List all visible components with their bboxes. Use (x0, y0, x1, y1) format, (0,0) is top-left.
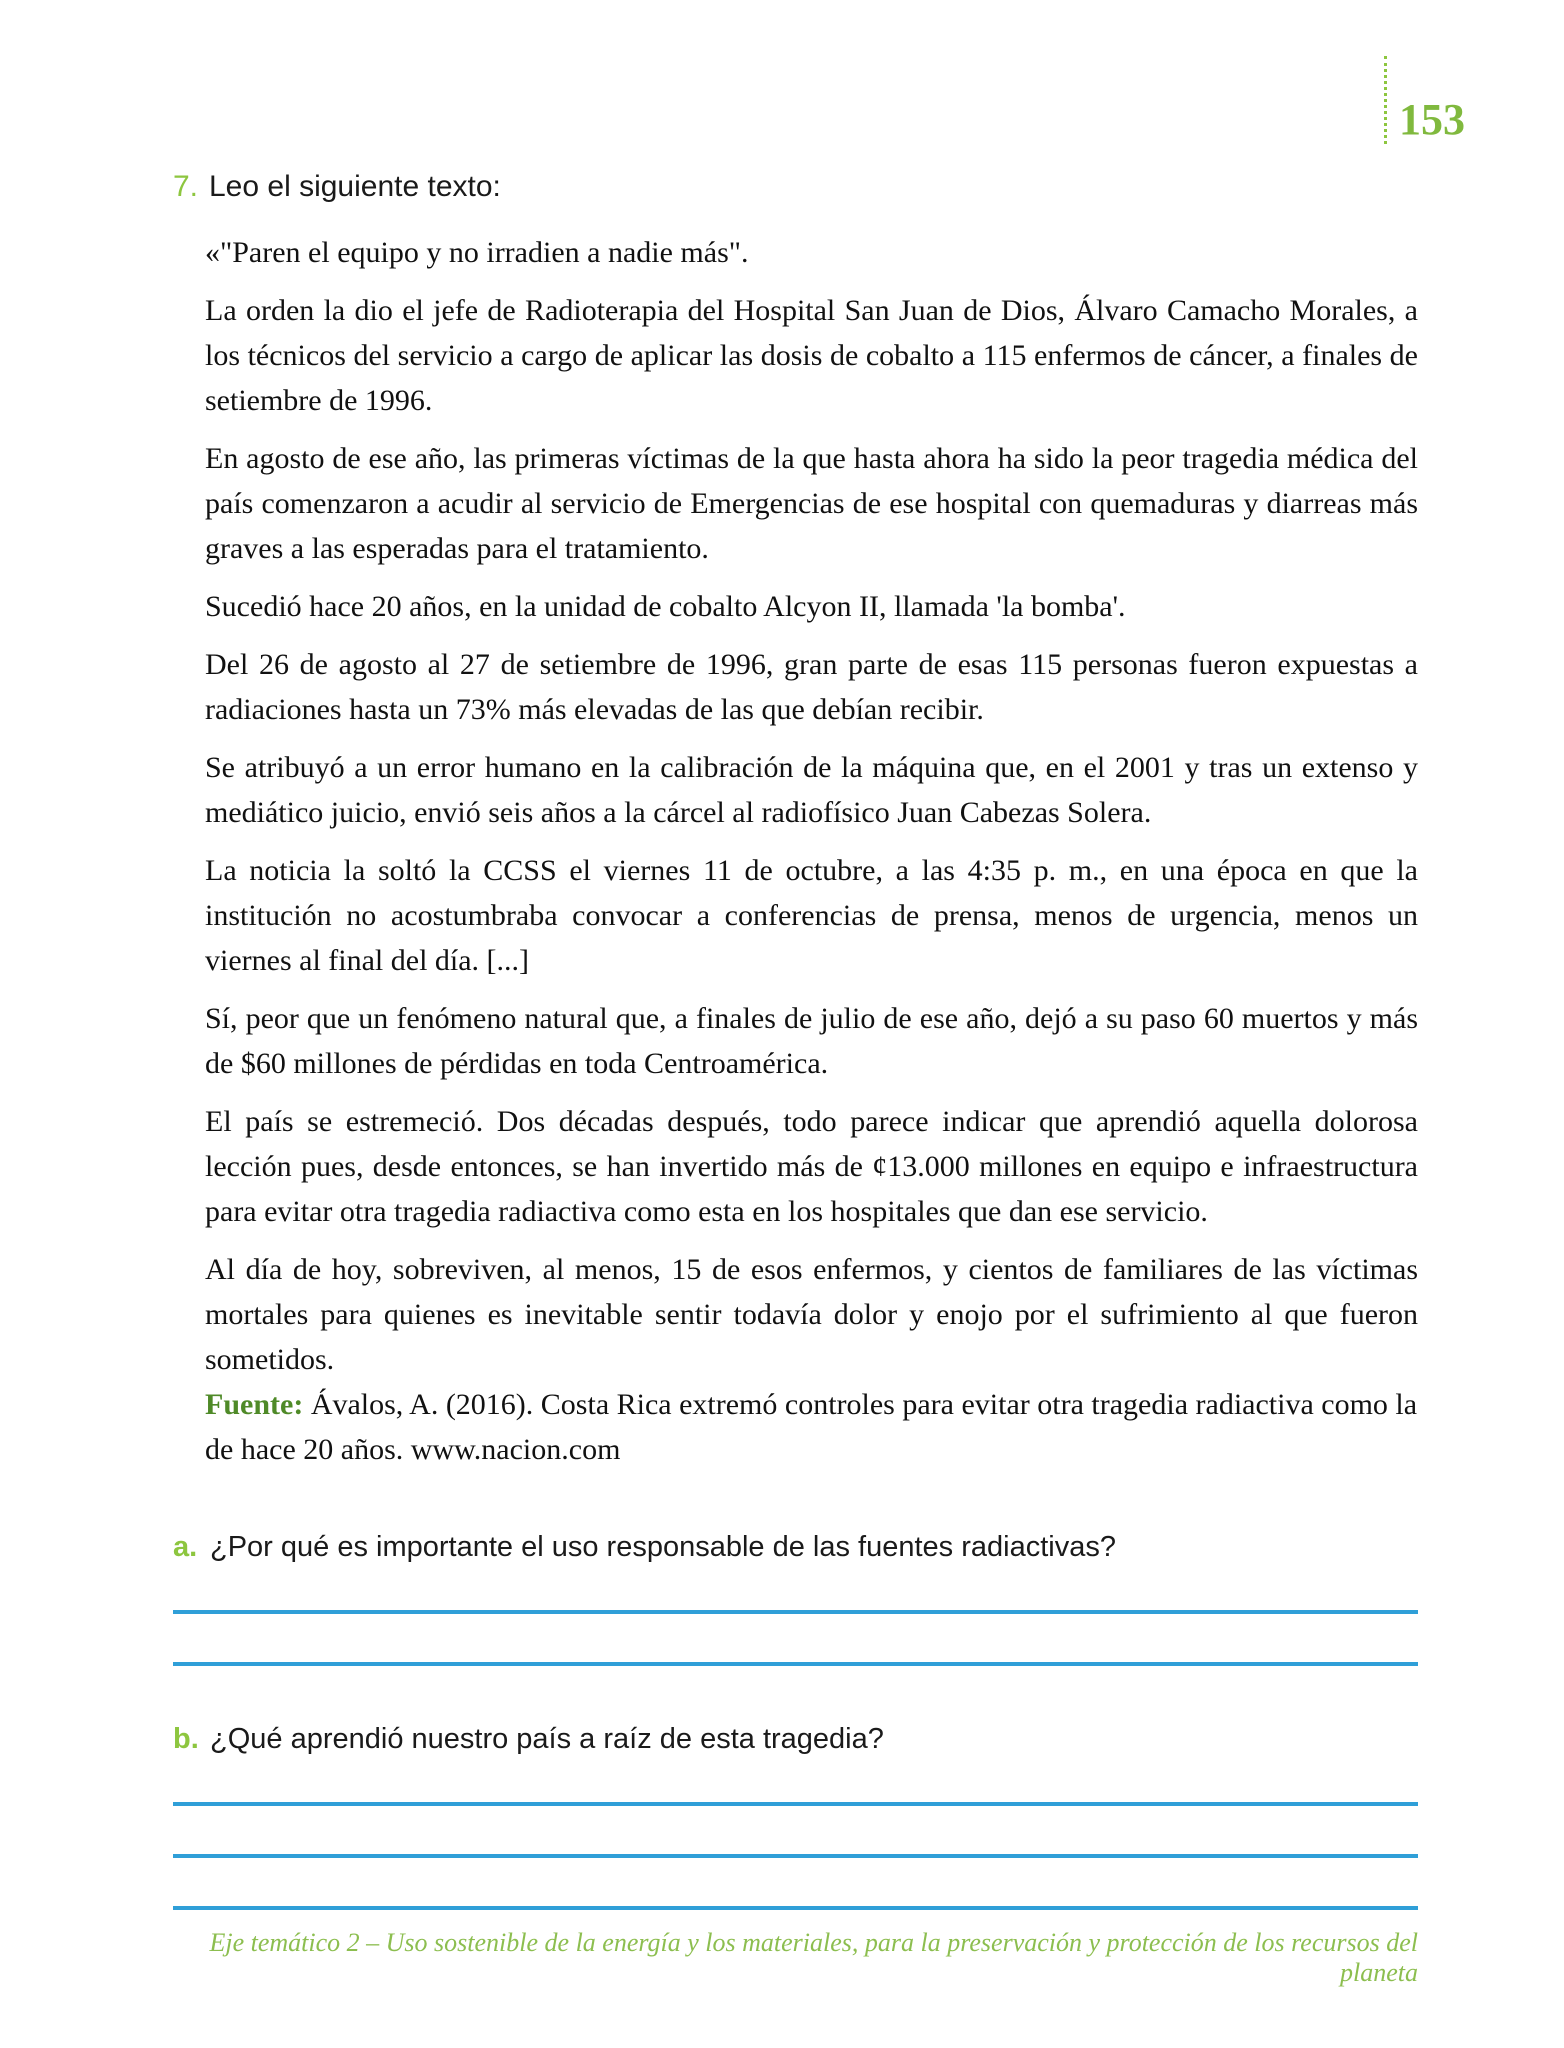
dotted-rule-icon (1384, 56, 1387, 144)
reading-paragraph: Sí, peor que un fenómeno natural que, a finales de julio de ese año, dejó a su paso 60 muertos y más de $60 millones de pérdidas en toda Centroamérica. (205, 1002, 1418, 1080)
answer-line (173, 1854, 1418, 1858)
reading-paragraph: Del 26 de agosto al 27 de setiembre de 1996, gran parte de esas 115 personas fueron expuestas a radiaciones hasta un 73% más elevadas de las que debían recibir. (205, 648, 1418, 726)
question-a (173, 1530, 1418, 1666)
reading-paragraph: La orden la dio el jefe de Radioterapia del Hospital San Juan de Dios, Álvaro Camacho Morales, a los técnicos del servicio a cargo de aplicar las dosis de cobalto a 115 enfermos de cáncer, a finales de setiembre de 1996. (205, 294, 1418, 417)
reading-paragraph: Sucedió hace 20 años, en la unidad de cobalto Alcyon II, llamada 'la bomba'. (205, 590, 1126, 623)
answer-line (173, 1802, 1418, 1806)
reading-paragraph: En agosto de ese año, las primeras víctimas de la que hasta ahora ha sido la peor tragedia médica del país comenzaron a acudir al servicio de Emergencias de ese hospital con quemaduras y diarreas más graves a las esperadas para el tratamiento. (205, 442, 1418, 565)
question-b-prompt (173, 1722, 1418, 1756)
question-b-text: ¿Qué aprendió nuestro país a raíz de esta tragedia? (210, 1723, 884, 1755)
activity-number: 7. (173, 170, 199, 203)
question-a-prompt (173, 1530, 1418, 1564)
footer-theme-label: Eje temático 2 – Uso sostenible de la energía y los materiales, para la preservación y protección de los recursos del planeta (209, 1928, 1418, 1987)
question-b (173, 1722, 1418, 1910)
activity-title: Leo el siguiente texto: (209, 170, 501, 203)
reading-passage (205, 230, 1418, 1472)
reading-paragraph: Al día de hoy, sobreviven, al menos, 15 de esos enfermos, y cientos de familiares de las víctimas mortales para quienes es inevitable sentir todavía dolor y enojo por el sufrimiento al que fueron sometidos. (205, 1253, 1418, 1376)
page-number: 153 (1399, 94, 1465, 144)
answer-line (173, 1610, 1418, 1614)
answer-line (173, 1906, 1418, 1910)
source-citation (205, 1382, 1418, 1472)
reading-paragraph: La noticia la soltó la CCSS el viernes 11 de octubre, a las 4:35 p. m., en una época en que la institución no acostumbraba convocar a conferencias de prensa, menos de urgencia, menos un viernes al final del día. [...] (205, 854, 1418, 977)
source-label: Fuente: (205, 1388, 304, 1421)
reading-paragraphs (205, 230, 1418, 1382)
questions-section (173, 1530, 1418, 1910)
question-a-marker: a. (173, 1531, 198, 1563)
page-content (173, 170, 1418, 1988)
reading-paragraph: «"Paren el equipo y no irradien a nadie más". (205, 236, 749, 269)
activity-header (173, 170, 1418, 204)
page-number-block (1384, 56, 1465, 144)
answer-line (173, 1662, 1418, 1666)
question-a-answer-lines (173, 1610, 1418, 1666)
reading-paragraph: El país se estremeció. Dos décadas después, todo parece indicar que aprendió aquella dolorosa lección pues, desde entonces, se han invertido más de ¢13.000 millones en equipo e infraestructura para evitar otra tragedia radiactiva como esta en los hospitales que dan ese servicio. (205, 1105, 1418, 1228)
question-b-marker: b. (173, 1723, 199, 1755)
source-text: Ávalos, A. (2016). Costa Rica extremó controles para evitar otra tragedia radiactiva como la de hace 20 años. www.nacion.com (205, 1388, 1418, 1466)
reading-paragraph: Se atribuyó a un error humano en la calibración de la máquina que, en el 2001 y tras un extenso y mediático juicio, envió seis años a la cárcel al radiofísico Juan Cabezas Solera. (205, 751, 1418, 829)
question-a-text: ¿Por qué es importante el uso responsable de las fuentes radiactivas? (210, 1531, 1116, 1563)
question-b-answer-lines (173, 1802, 1418, 1910)
